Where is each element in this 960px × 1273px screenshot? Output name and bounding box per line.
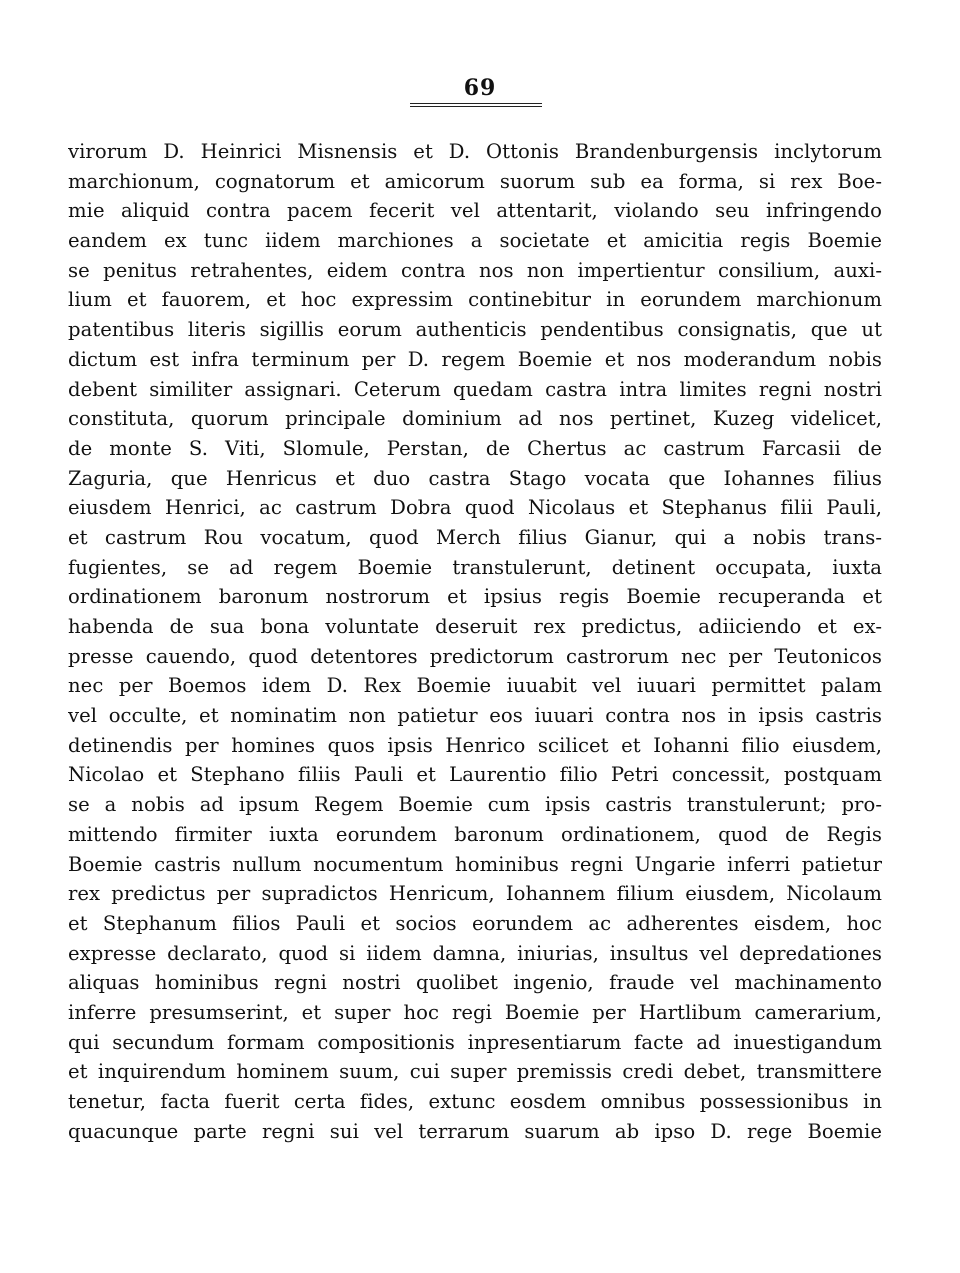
text-line: qui secundum formam compositionis inpresentiarum facte ad inuestigandum (68, 1030, 882, 1054)
page-number-rule (410, 103, 542, 104)
text-line: et inquirendum hominem suum, cui super premissis credi debet, transmittere (68, 1060, 882, 1084)
text-line: dictum est infra terminum per D. regem Boemie et nos moderandum nobis (68, 347, 882, 371)
text-line: habenda de sua bona voluntate deseruit rex predictus, adiiciendo et ex- (68, 615, 882, 638)
body-text (68, 137, 882, 1146)
text-line: presse cauendo, quod detentores predictorum castrorum nec per Teutonicos (68, 644, 882, 668)
text-line: quacunque parte regni sui vel terrarum suarum ab ipso D. rege Boemie (68, 1119, 882, 1143)
text-line: inferre presumserint, et super hoc regi Boemie per Hartlibum camerarium, (68, 1000, 882, 1024)
text-line: rex predictus per supradictos Henricum, Iohannem filium eiusdem, Nicolaum (68, 882, 882, 906)
text-line: se penitus retrahentes, eidem contra nos non impertientur consilium, auxi- (68, 258, 882, 282)
text-line: constituta, quorum principale dominium ad nos pertinet, Kuzeg videlicet, (68, 407, 882, 431)
text-line: de monte S. Viti, Slomule, Perstan, de Chertus ac castrum Farcasii de (68, 436, 882, 460)
text-line: expresse declarato, quod si iidem damna, iniurias, insultus vel depredationes (68, 941, 882, 965)
text-line: Nicolao et Stephano filiis Pauli et Laurentio filio Petri concessit, postquam (68, 763, 882, 787)
text-line: ordinationem baronum nostrorum et ipsius regis Boemie recuperanda et (68, 585, 882, 609)
text-line: aliquas hominibus regni nostri quolibet ingenio, fraude vel machinamento (68, 971, 882, 995)
text-line: detinendis per homines quos ipsis Henrico scilicet et Iohanni filio eiusdem, (68, 733, 882, 757)
text-line: tenetur, facta fuerit certa fides, extunc eosdem omnibus possessionibus in (68, 1090, 882, 1113)
text-line: et castrum Rou vocatum, quod Merch filius Gianur, qui a nobis trans- (68, 525, 882, 549)
text-line: Zaguria, que Henricus et duo castra Stago vocata que Iohannes filius (68, 466, 882, 490)
text-line: marchionum, cognatorum et amicorum suorum sub ea forma, si rex Boe- (68, 169, 882, 193)
text-line: eandem ex tunc iidem marchiones a societate et amicitia regis Boemie (68, 229, 882, 253)
page-number-rule-second (410, 106, 542, 107)
text-line: fugientes, se ad regem Boemie transtulerunt, detinent occupata, iuxta (68, 555, 882, 579)
text-line: se a nobis ad ipsum Regem Boemie cum ipsis castris transtulerunt; pro- (68, 793, 882, 817)
page-number: 69 (463, 75, 497, 101)
text-line: vel occulte, et nominatim non patietur eos iuuari contra nos in ipsis castris (68, 704, 882, 728)
text-line: patentibus literis sigillis eorum authenticis pendentibus consignatis, que ut (68, 318, 882, 342)
text-line: mittendo firmiter iuxta eorundem baronum ordinationem, quod de Regis (68, 822, 882, 846)
text-line: virorum D. Heinrici Misnensis et D. Ottonis Brandenburgensis inclytorum (68, 140, 882, 163)
text-line: lium et fauorem, et hoc expressim continebitur in eorundem marchionum (68, 288, 882, 312)
text-line: et Stephanum filios Pauli et socios eorundem ac adherentes eisdem, hoc (68, 911, 882, 935)
text-line: eiusdem Henrici, ac castrum Dobra quod Nicolaus et Stephanus filii Pauli, (68, 496, 882, 520)
text-line: mie aliquid contra pacem fecerit vel attentarit, violando seu infringendo (68, 199, 882, 223)
text-line: Boemie castris nullum nocumentum hominibus regni Ungarie inferri patietur (68, 852, 882, 876)
text-line: debent similiter assignari. Ceterum quedam castra intra limites regni nostri (68, 377, 882, 401)
text-line: nec per Boemos idem D. Rex Boemie iuuabit vel iuuari permittet palam (68, 674, 882, 698)
